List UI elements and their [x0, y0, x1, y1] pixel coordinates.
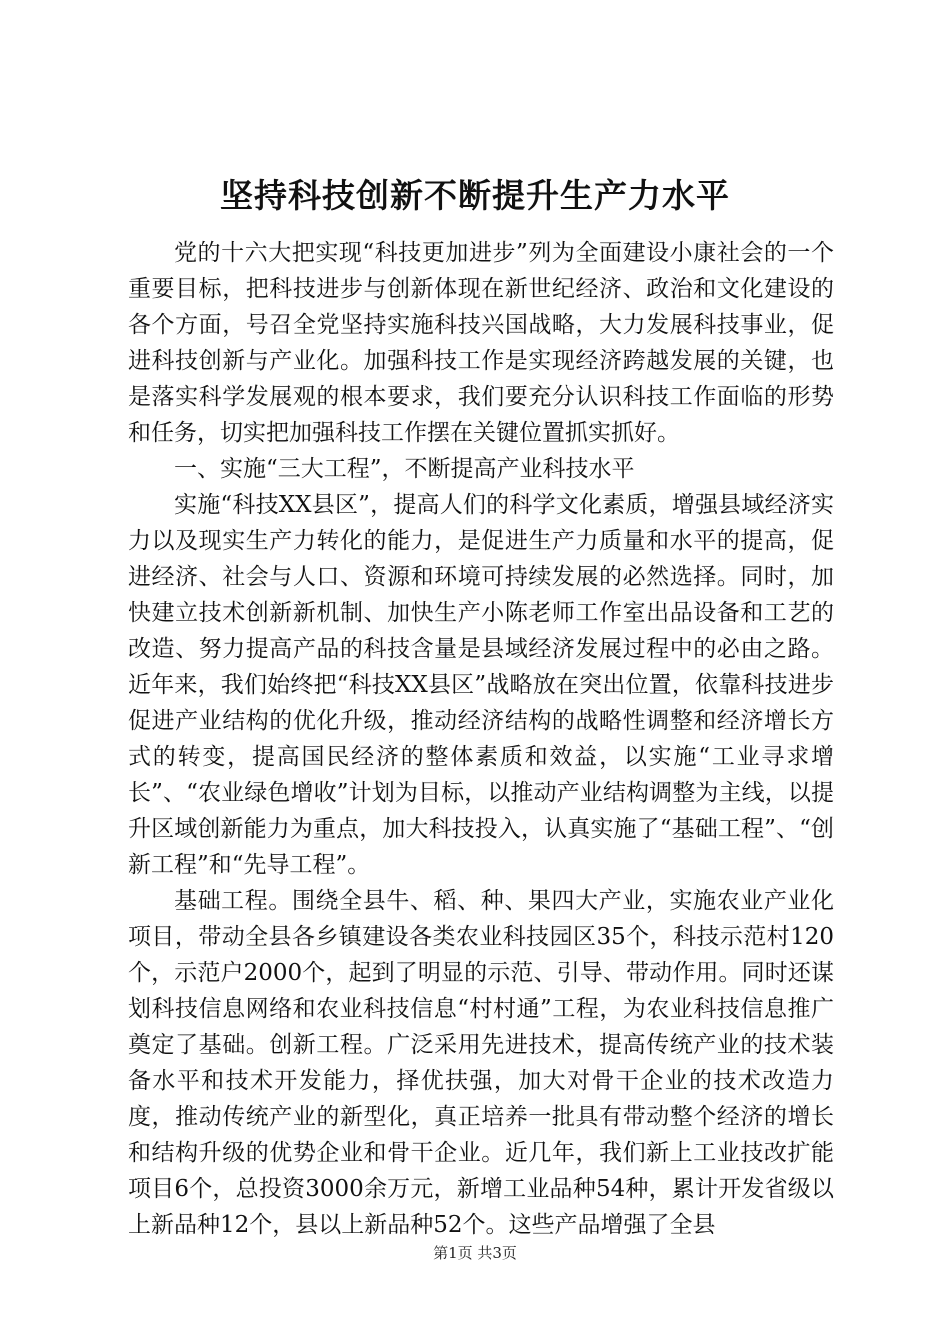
paragraph-intro: 党的十六大把实现“科技更加进步”列为全面建设小康社会的一个重要目标，把科技进步与创新体现在新世纪经济、政治和文化建设的各个方面，号召全党坚持实施科技兴国战略，大力发展科技事业，促进科技创新与产业化。加强科技工作是实现经济跨越发展的关键，也是落实科学发展观的根本要求，我们要充分认识科技工作面临的形势和任务，切实把加强科技工作摆在关键位置抓实抓好。 [128, 240, 834, 446]
section-heading: 一、实施“三大工程”，不断提高产业科技水平 [174, 456, 635, 482]
document-body [128, 235, 834, 1243]
document-title: 坚持科技创新不断提升生产力水平 [220, 176, 730, 215]
paragraph-basic-project: 基础工程。围绕全县牛、稻、种、果四大产业，实施农业产业化项目，带动全县各乡镇建设各类农业科技园区35个，科技示范村120个，示范户2000个，起到了明显的示范、引导、带动作用。同时还谋划科技信息网络和农业科技信息“村村通”工程，为农业科技信息推广奠定了基础。创新工程。广泛采用先进技术，提高传统产业的技术装备水平和技术开发能力，择优扶强，加大对骨干企业的技术改造力度，推动传统产业的新型化，真正培养一批具有带动整个经济的增长和结构升级的优势企业和骨干企业。近几年，我们新上工业技改扩能项目6个，总投资3000余万元，新增工业品种54种，累计开发省级以上新品种12个，县以上新品种52个。这些产品增强了全县 [128, 888, 834, 1238]
paragraph-tech-county: 实施“科技XX县区”，提高人们的科学文化素质，增强县域经济实力以及现实生产力转化的能力，是促进生产力质量和水平的提高，促进经济、社会与人口、资源和环境可持续发展的必然选择。同时，加快建立技术创新新机制、加快生产小陈老师工作室出品设备和工艺的改造、努力提高产品的科技含量是县域经济发展过程中的必由之路。近年来，我们始终把“科技XX县区”战略放在突出位置，依靠科技进步促进产业结构的优化升级，推动经济结构的战略性调整和经济增长方式的转变，提高国民经济的整体素质和效益，以实施“工业寻求增长”、“农业绿色增收”计划为目标，以推动产业结构调整为主线，以提升区域创新能力为重点，加大科技投入，认真实施了“基础工程”、“创新工程”和“先导工程”。 [128, 492, 834, 878]
page-number-footer: 第1页 共3页 [433, 1244, 517, 1262]
